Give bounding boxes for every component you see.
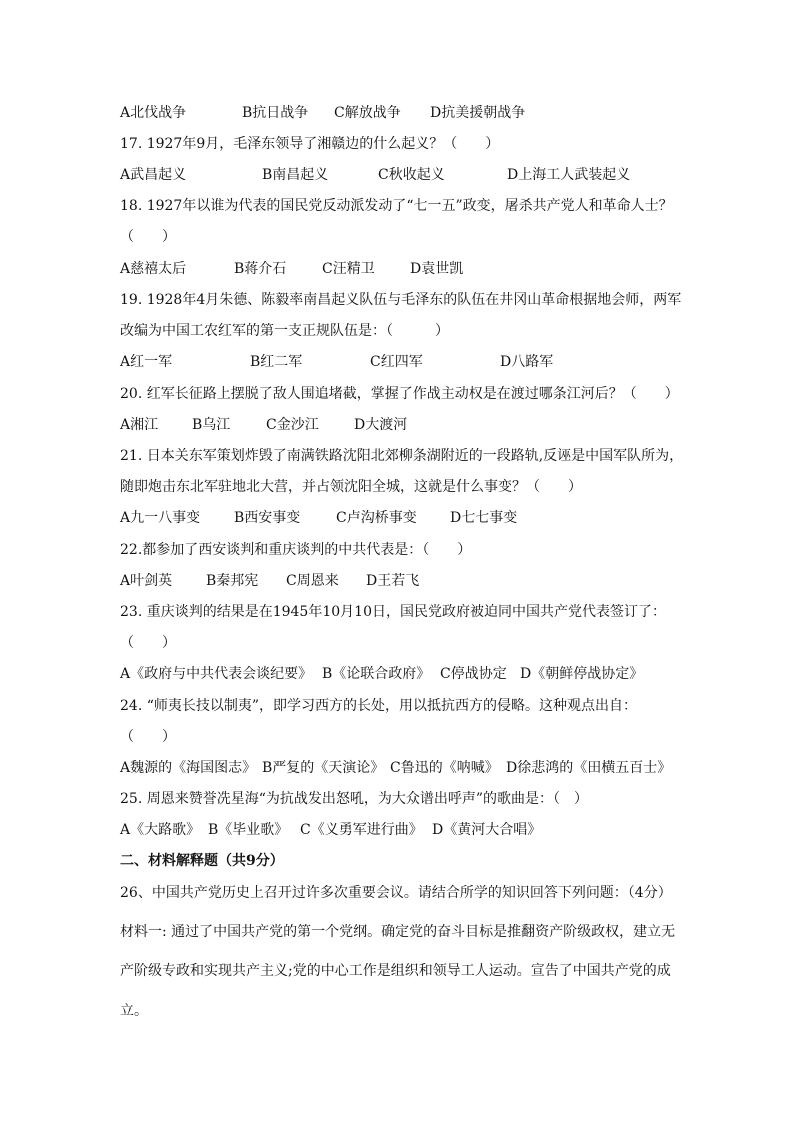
q17-option-d: D上海工人武装起义 [507,167,631,183]
q20-stem: 20. 红军长征路上摆脱了敌人围追堵截，掌握了作战主动权是在渡过哪条江河后？（ ） [120,386,679,402]
q21-option-b: B西安事变 [234,510,301,526]
q23-stem: 23. 重庆谈判的结果是在1945年10月10日，国民党政府被迫同中国共产党代表签订了： [120,604,666,620]
q18-option-d: D袁世凯 [410,261,464,277]
q26-stem: 26、中国共产党历史上召开过许多次重要会议。请结合所学的知识回答下列问题：（4分） [120,885,672,901]
q19-option-b: B红二军 [250,354,303,370]
q17-option-a: A武昌起义 [120,167,187,183]
section-heading: 二、材料解释题（共9分） [120,853,284,869]
q18-stem-cont: （ ） [120,229,176,245]
q18-option-b: B蒋介石 [234,261,287,277]
q20-option-d: D大渡河 [354,417,408,433]
q19-stem-cont: 改编为中国工农红军的第一支正规队伍是：（ ） [120,323,449,339]
q20-option-b: B乌江 [192,417,231,433]
q16-option-b: B抗日战争 [242,105,309,121]
q24-stem-cont: （ ） [120,729,176,745]
q24-option-b: B严复的《天演论》 [262,760,385,776]
q18-option-c: C汪精卫 [322,261,375,277]
material-one-line-3: 立。 [120,1003,148,1019]
q25-option-a: A《大路歌》 [120,822,201,838]
q24-option-a: A魏源的《海国图志》 [120,760,257,776]
q23-option-d: D《朝鲜停战协定》 [520,666,644,682]
q16-option-d: D抗美援朝战争 [430,105,526,121]
q17-option-b: B南昌起义 [262,167,329,183]
q19-option-a: A红一军 [120,354,173,370]
q20-option-a: A湘江 [120,417,159,433]
q23-option-a: A《政府与中共代表会谈纪要》 [120,666,313,682]
q20-option-c: C金沙江 [266,417,319,433]
q24-stem: 24. “师夷长技以制夷”，即学习西方的长处，用以抵抗西方的侵略。这种观点出自： [120,698,638,714]
q25-option-d: D《黄河大合唱》 [432,822,542,838]
q23-option-b: B《论联合政府》 [322,666,431,682]
q22-option-c: C周恩来 [286,573,339,589]
q19-option-d: D八路军 [500,354,554,370]
q21-stem: 21. 日本关东军策划炸毁了南满铁路沈阳北郊柳条湖附近的一段路轨,反诬是中国军队所为， [120,448,684,464]
q21-option-c: C卢沟桥事变 [336,510,417,526]
q21-stem-cont: 随即炮击东北军驻地北大营，并占领沈阳全城，这就是什么事变？（ ） [120,479,582,495]
q16-option-c: C解放战争 [334,105,401,121]
q23-option-c: C停战协定 [440,666,507,682]
q18-stem: 18. 1927年以谁为代表的国民党反动派发动了“七一五”政变，屠杀共产党人和革命人士？ [120,198,673,214]
q22-option-b: B秦邦宪 [206,573,259,589]
q24-option-d: D徐悲鸿的《田横五百士》 [506,760,672,776]
q22-stem: 22.都参加了西安谈判和重庆谈判的中共代表是：（ ） [120,542,472,558]
q16-option-a: A北伐战争 [120,105,187,121]
q22-option-d: D王若飞 [366,573,420,589]
q22-option-a: A叶剑英 [120,573,173,589]
q25-option-b: B《毕业歌》 [208,822,289,838]
q17-option-c: C秋收起义 [378,167,445,183]
q21-option-a: A九一八事变 [120,510,201,526]
q18-option-a: A慈禧太后 [120,261,187,277]
q24-option-c: C鲁迅的《呐喊》 [390,760,499,776]
material-one-line-1: 材料一: 通过了中国共产党的第一个党纲。确定党的奋斗目标是推翻资产阶级政权，建立无 [120,924,676,940]
q19-option-c: C红四军 [370,354,423,370]
q25-stem: 25. 周恩来赞誉冼星海“为抗战发出怒吼，为大众谱出呼声”的歌曲是：（ ） [120,791,589,807]
q19-stem: 19. 1928年4月朱德、陈毅率南昌起义队伍与毛泽东的队伍在井冈山革命根据地会师，两军 [120,292,682,308]
q23-stem-cont: （ ） [120,635,176,651]
q25-option-c: C《义勇军进行曲》 [300,822,423,838]
q21-option-d: D七七事变 [450,510,518,526]
q17-stem: 17. 1927年9月，毛泽东领导了湘赣边的什么起义？（ ） [120,136,500,152]
material-one-line-2: 产阶级专政和实现共产主义;党的中心工作是组织和领导工人运动。宣告了中国共产党的成 [120,963,671,979]
